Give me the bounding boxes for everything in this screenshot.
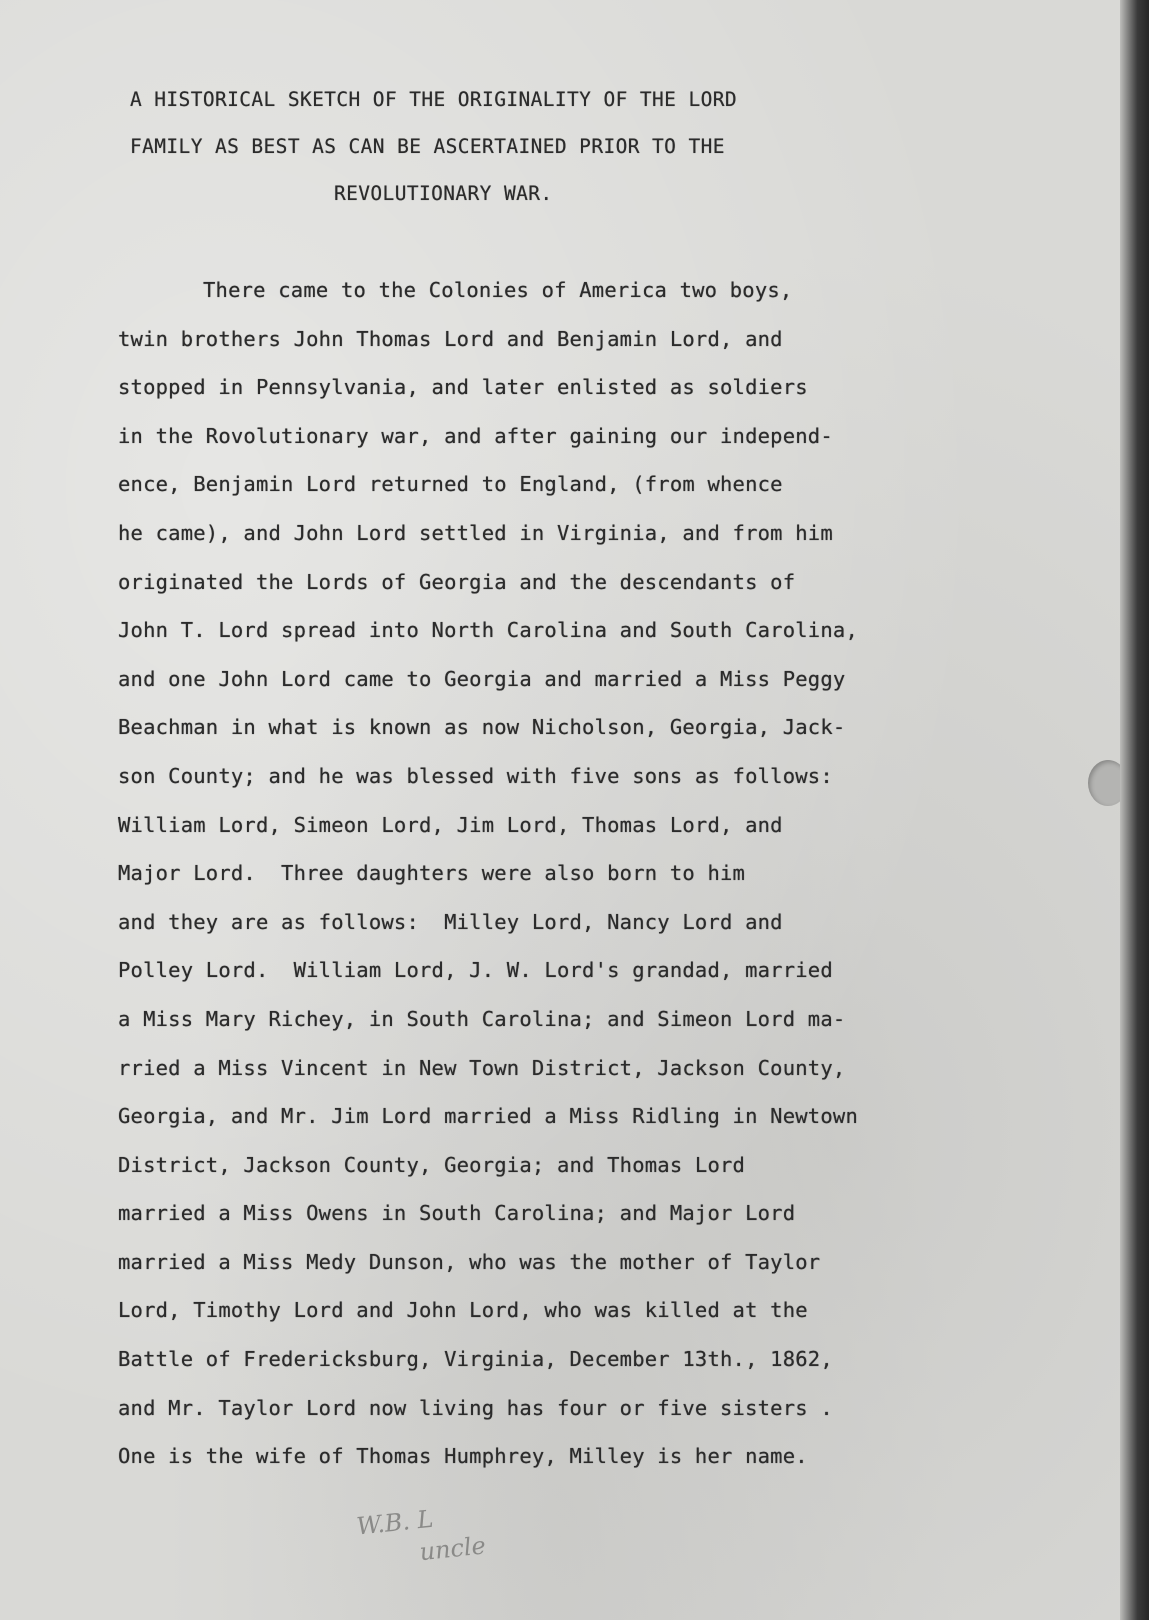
body-line: a Miss Mary Richey, in South Carolina; and Simeon Lord ma- [118,1006,846,1031]
handwritten-note [355,1498,487,1575]
body-line: and Mr. Taylor Lord now living has four or five sisters . [118,1395,833,1420]
body-line: married a Miss Medy Dunson, who was the mother of Taylor [118,1249,821,1274]
body-line: John T. Lord spread into North Carolina and South Carolina, [118,618,858,643]
body-line: and one John Lord came to Georgia and married a Miss Peggy [118,666,846,691]
body-line: married a Miss Owens in South Carolina; and Major Lord [118,1201,796,1226]
body-line: There came to the Colonies of America two boys, [203,278,793,302]
document-title [130,76,737,217]
body-line: William Lord, Simeon Lord, Jim Lord, Thomas Lord, and [118,812,783,837]
body-line: One is the wife of Thomas Humphrey, Milley is her name. [118,1444,808,1469]
body-line: Beachman in what is known as now Nicholson, Georgia, Jack- [118,715,846,740]
body-line: Major Lord. Three daughters were also born to him [118,861,746,886]
document-body [118,266,998,1481]
body-line: he came), and John Lord settled in Virginia, and from him [118,520,833,545]
body-line: son County; and he was blessed with five sons as follows: [118,763,833,788]
body-line: twin brothers John Thomas Lord and Benjamin Lord, and [118,326,783,351]
body-line: District, Jackson County, Georgia; and Thomas Lord [118,1152,746,1177]
body-line: and they are as follows: Milley Lord, Nancy Lord and [118,909,783,934]
page-edge-shadow [1120,0,1149,1620]
title-line-1: A HISTORICAL SKETCH OF THE ORIGINALITY OF THE LORD [130,88,737,111]
body-line: Battle of Fredericksburg, Virginia, December 13th., 1862, [118,1347,833,1372]
handwritten-note-line-1: W.B. L [355,1504,435,1541]
title-line-2: FAMILY AS BEST AS CAN BE ASCERTAINED PRIOR TO THE [130,135,725,158]
body-line: Polley Lord. William Lord, J. W. Lord's grandad, married [118,958,833,983]
body-line: Georgia, and Mr. Jim Lord married a Miss Ridling in Newtown [118,1104,858,1129]
title-line-3: REVOLUTIONARY WAR. [334,182,553,205]
body-line: stopped in Pennsylvania, and later enlisted as soldiers [118,375,808,400]
body-line: Lord, Timothy Lord and John Lord, who was killed at the [118,1298,808,1323]
body-line: rried a Miss Vincent in New Town District, Jackson County, [118,1055,846,1080]
body-line: originated the Lords of Georgia and the descendants of [118,569,796,594]
handwritten-note-line-2: uncle [418,1531,488,1567]
body-line: in the Rovolutionary war, and after gaining our independ- [118,423,833,448]
body-line: ence, Benjamin Lord returned to England, (from whence [118,472,783,497]
